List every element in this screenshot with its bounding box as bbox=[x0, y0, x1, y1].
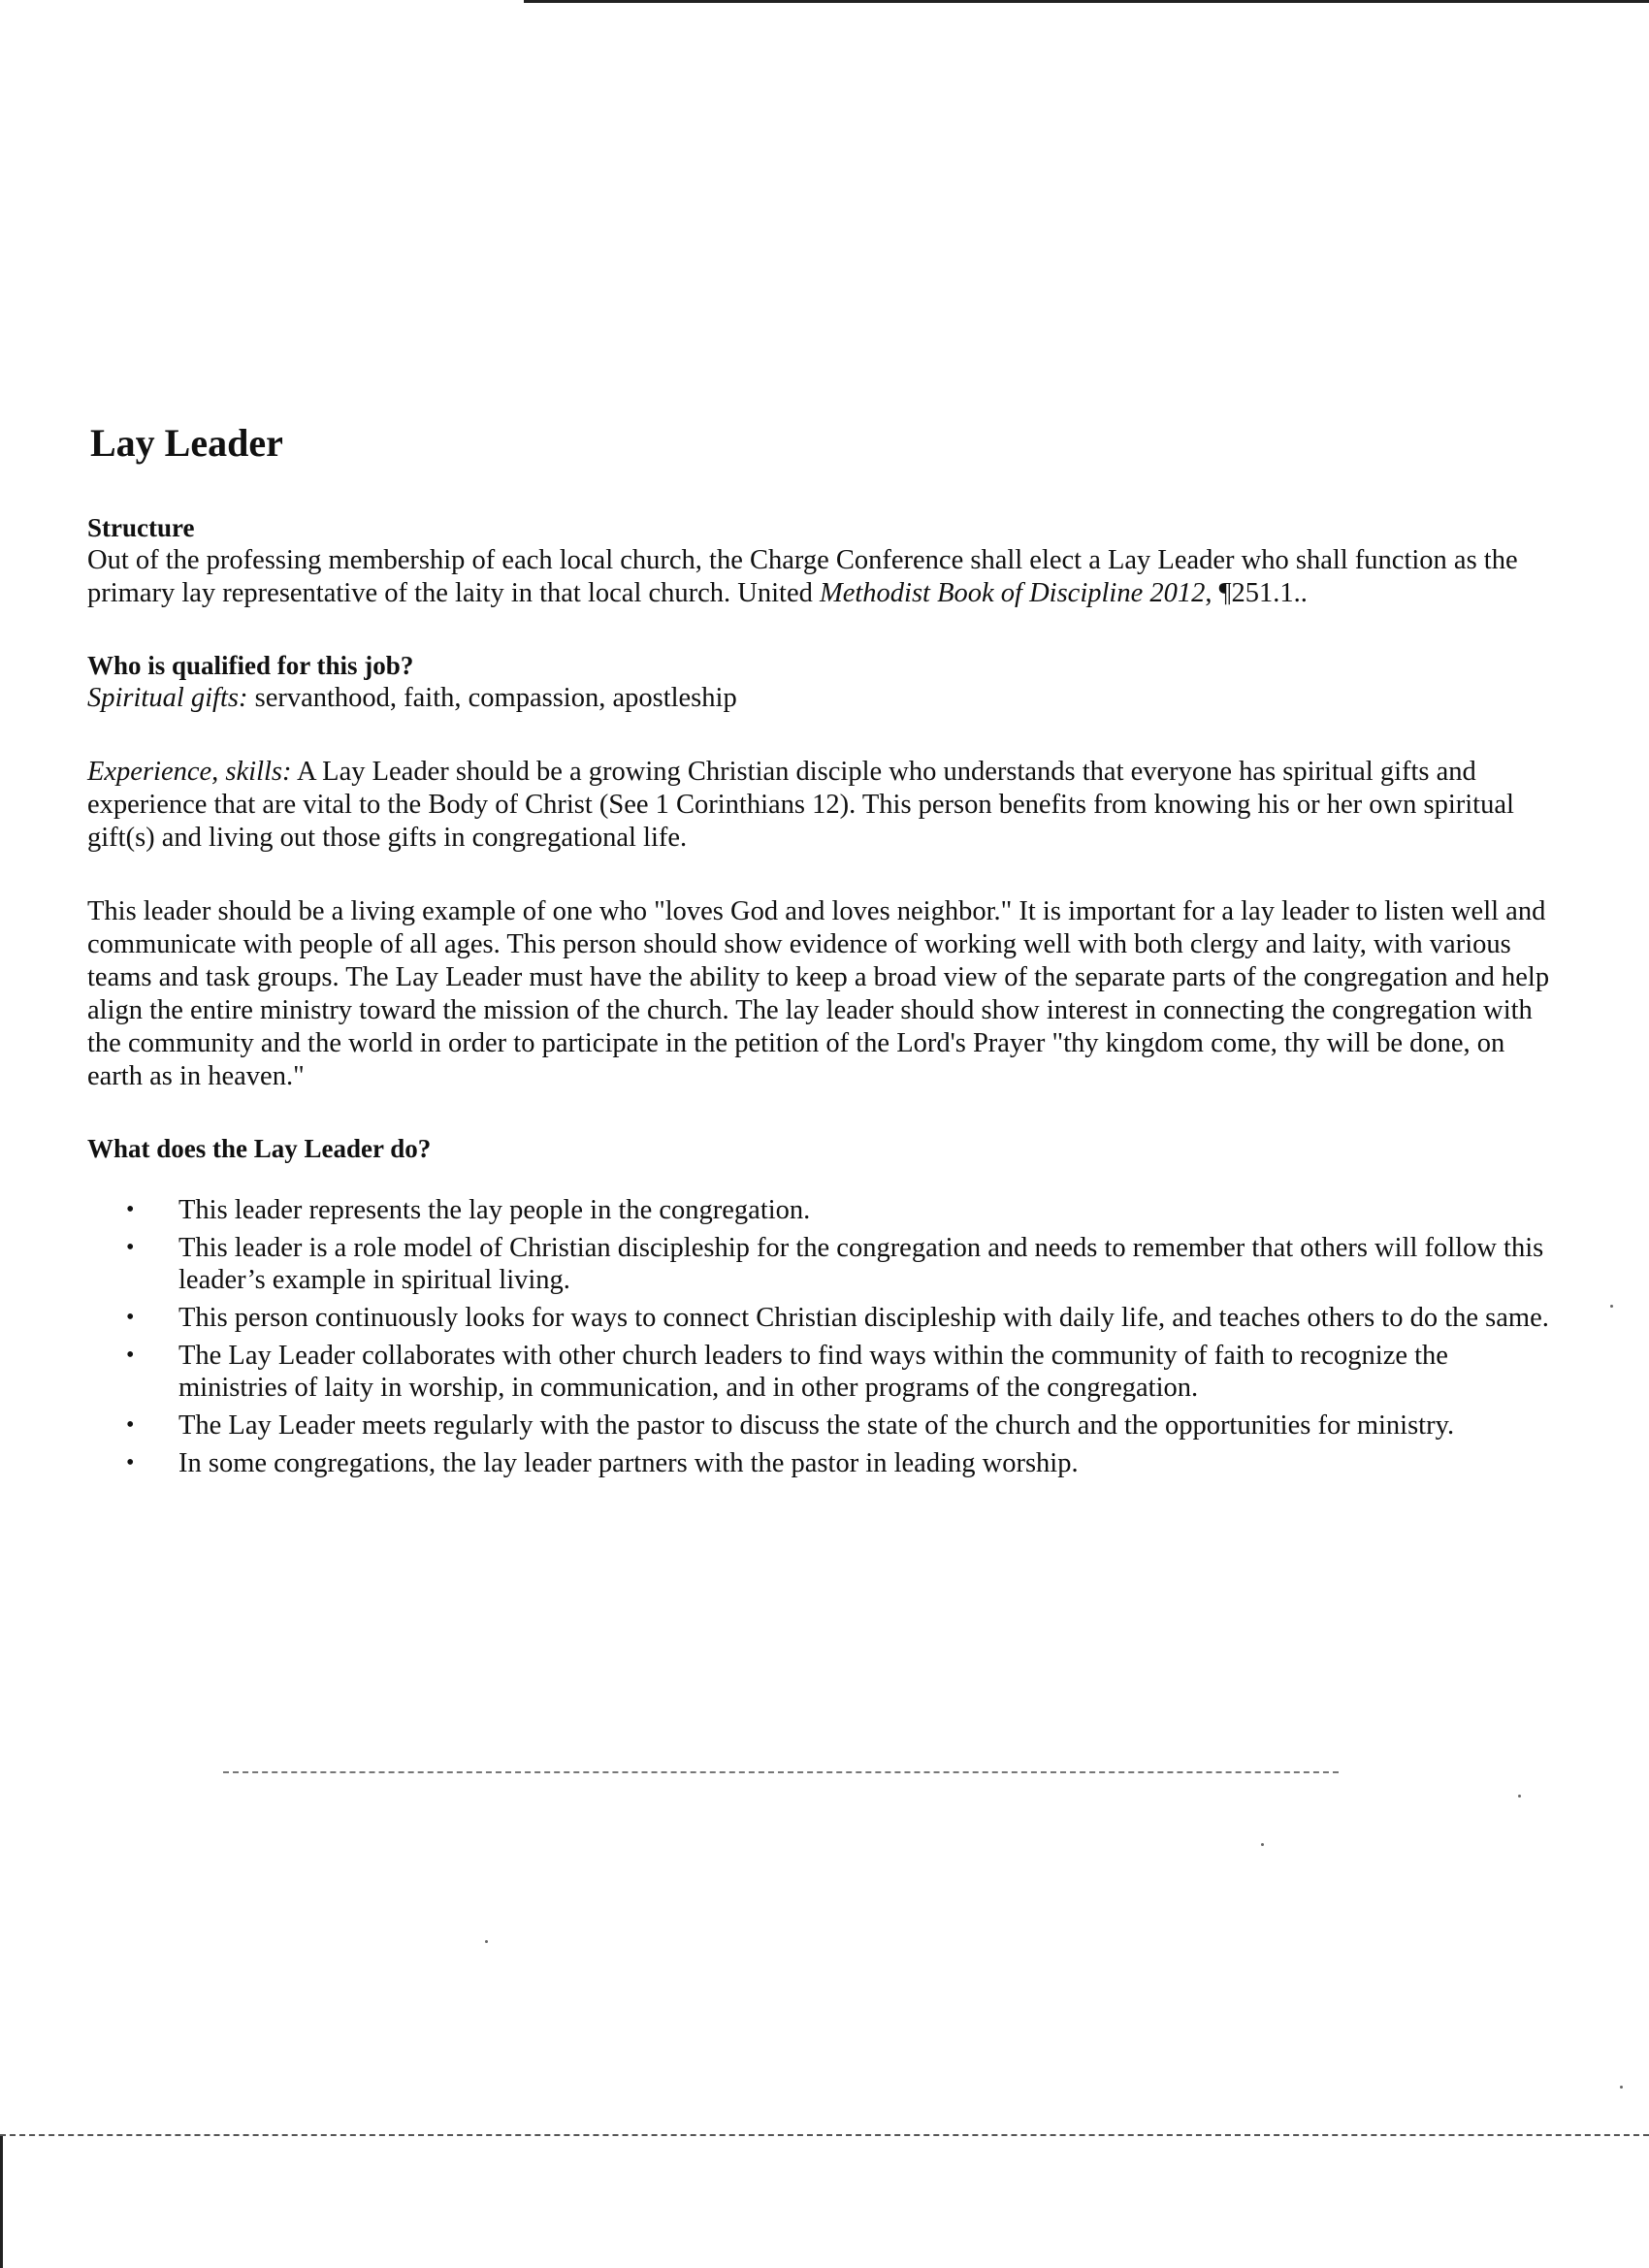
bullet-icon: • bbox=[126, 1343, 135, 1368]
experience-text: A Lay Leader should be a growing Christian disciple who understands that everyone has spiritual gifts and experience that are vital to the Body of Christ (See 1 Corinthians 12). This person benefits from knowing his or her own spiritual gift(s) and living out those gifts in congregational life. bbox=[87, 757, 1514, 853]
list-item-text: This leader is a role model of Christian discipleship for the congregation and needs to remember that others will follow this leader’s example in spiritual living. bbox=[178, 1233, 1544, 1295]
scan-artifact-line bbox=[0, 2134, 1649, 2136]
scan-speck bbox=[1261, 1843, 1264, 1846]
scan-speck bbox=[1620, 2086, 1623, 2089]
scan-speck bbox=[485, 1940, 488, 1943]
duties-heading: What does the Lay Leader do? bbox=[87, 1134, 432, 1163]
scan-left-edge bbox=[0, 2134, 3, 2268]
list-item bbox=[87, 1302, 1552, 1334]
structure-citation: Methodist Book of Discipline 2012 bbox=[819, 578, 1206, 608]
spiritual-gifts-paragraph bbox=[87, 682, 1552, 715]
bullet-icon: • bbox=[126, 1412, 135, 1438]
experience-paragraph bbox=[87, 756, 1552, 855]
experience-label: Experience, skills: bbox=[87, 757, 292, 787]
list-item-text: In some congregations, the lay leader partners with the pastor in leading worship. bbox=[178, 1448, 1079, 1478]
scan-speck bbox=[1518, 1795, 1521, 1798]
duties-list bbox=[87, 1194, 1552, 1479]
bullet-icon: • bbox=[126, 1235, 135, 1260]
scan-top-edge bbox=[524, 0, 1649, 3]
structure-paragraph bbox=[87, 544, 1552, 610]
structure-citation-end: , ¶251.1.. bbox=[1205, 578, 1308, 608]
spiritual-gifts-label: Spiritual gifts: bbox=[87, 683, 248, 713]
bullet-icon: • bbox=[126, 1450, 135, 1475]
duties-section bbox=[87, 1132, 1552, 1479]
document-body bbox=[87, 422, 1552, 1485]
qualified-section bbox=[87, 649, 1552, 1093]
list-item bbox=[87, 1194, 1552, 1226]
list-item bbox=[87, 1232, 1552, 1296]
structure-heading: Structure bbox=[87, 513, 195, 542]
list-item bbox=[87, 1340, 1552, 1404]
list-item-text: The Lay Leader meets regularly with the pastor to discuss the state of the church and the opportunities for ministry. bbox=[178, 1410, 1455, 1441]
structure-section bbox=[87, 511, 1552, 610]
structure-text: Out of the professing membership of each local church, the Charge Conference shall elect a Lay Leader who shall function as the primary lay representative of the laity in that local church. United bbox=[87, 545, 1518, 608]
bullet-icon: • bbox=[126, 1305, 135, 1330]
bullet-icon: • bbox=[126, 1197, 135, 1222]
living-example-paragraph: This leader should be a living example of one who "loves God and loves neighbor." It is important for a lay leader to listen well and communicate with people of all ages. This person should show evidence of working well with both clergy and laity, with various teams and task groups. The Lay Leader must have the ability to keep a broad view of the separate parts of the congregation and help align the entire ministry toward the mission of the church. The lay leader should show interest in connecting the congregation with the community and the world in order to participate in the petition of the Lord's Prayer "thy kingdom come, thy will be done, on earth as in heaven." bbox=[87, 896, 1550, 1091]
scan-speck bbox=[1610, 1305, 1613, 1308]
list-item bbox=[87, 1409, 1552, 1442]
list-item-text: This person continuously looks for ways to connect Christian discipleship with daily life, and teaches others to do the same. bbox=[178, 1303, 1549, 1333]
list-item-text: The Lay Leader collaborates with other church leaders to find ways within the community of faith to recognize the ministries of laity in worship, in communication, and in other programs of the congregation. bbox=[178, 1341, 1448, 1403]
qualified-heading: Who is qualified for this job? bbox=[87, 651, 414, 680]
list-item bbox=[87, 1447, 1552, 1479]
spiritual-gifts-text: servanthood, faith, compassion, apostleship bbox=[247, 683, 737, 713]
scan-artifact-line bbox=[223, 1771, 1339, 1773]
list-item-text: This leader represents the lay people in the congregation. bbox=[178, 1195, 811, 1225]
page-title: Lay Leader bbox=[90, 421, 283, 465]
